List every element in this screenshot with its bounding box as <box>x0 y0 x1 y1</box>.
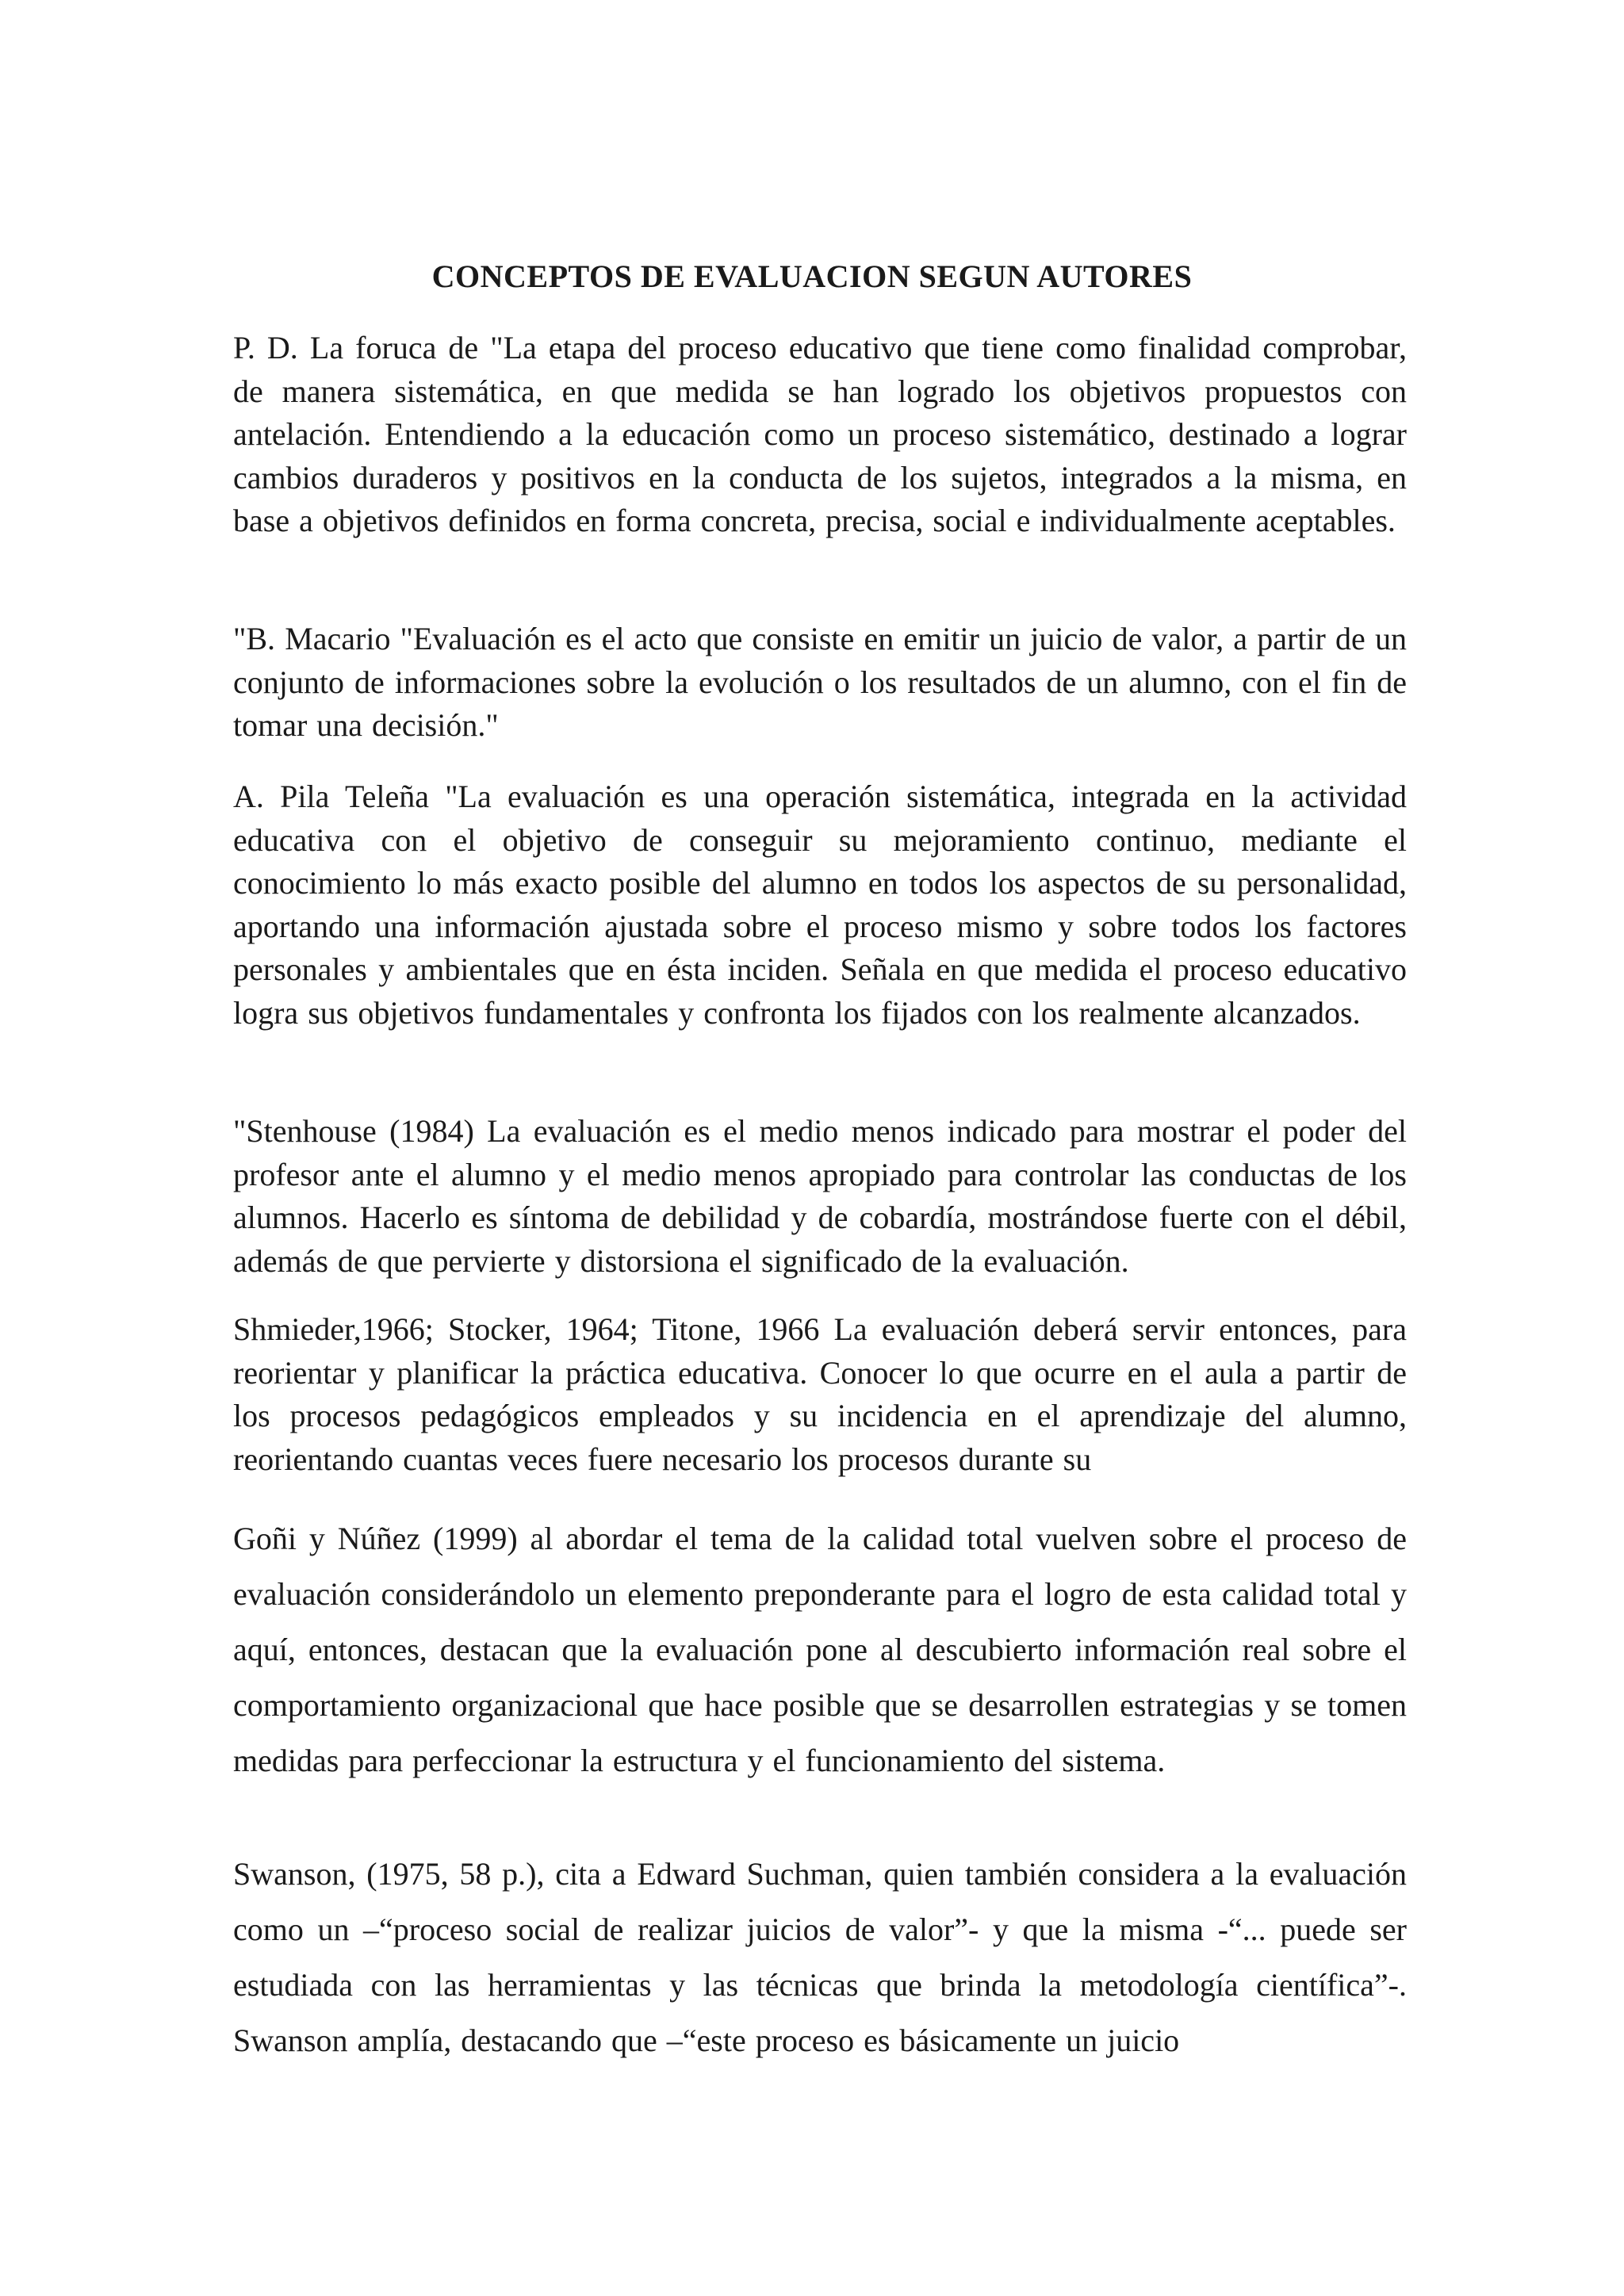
paragraph-stenhouse: "Stenhouse (1984) La evaluación es el medio menos indicado para mostrar el poder del profesor ante el alumno y el medio menos apropiado para controlar las conductas de los alumnos. Hacerlo es síntoma de debilidad y de cobardía, mostrándose fuerte con el débil, además de que pervierte y distorsiona el significado de la evaluación. <box>233 1113 1407 1279</box>
paragraph-goni-nunez: Goñi y Núñez (1999) al abordar el tema de la calidad total vuelven sobre el proceso de evaluación considerándolo un elemento preponderante para el logro de esta calidad total y aquí, entonces, destacan que la evaluación pone al descubierto información real sobre el comportamiento organizacional que hace posible que se desarrollen estrategias y se tomen medidas para perfeccionar la estructura y el funcionamiento del sistema. <box>233 1521 1407 1778</box>
paragraph-pd: P. D. La foruca de "La etapa del proceso educativo que tiene como finalidad comprobar, de manera sistemática, en que medida se han logrado los objetivos propuestos con antelación. Entendiendo a la educación como un proceso sistemático, destinado a lograr cambios duraderos y positivos en la conducta de los sujetos, integrados a la misma, en base a objetivos definidos en forma concreta, precisa, social e individualmente aceptables. <box>233 330 1407 538</box>
paragraph-macario: "B. Macario "Evaluación es el acto que consiste en emitir un juicio de valor, a partir de un conjunto de informaciones sobre la evolución o los resultados de un alumno, con el fin de tomar una decisión." <box>233 621 1407 743</box>
paragraph-pila-telena: A. Pila Teleña "La evaluación es una operación sistemática, integrada en la actividad educativa con el objetivo de conseguir su mejoramiento continuo, mediante el conocimiento lo más exacto posible del alumno en todos los aspectos de su personalidad, aportando una información ajustada sobre el proceso mismo y sobre todos los factores personales y ambientales que en ésta inciden. Señala en que medida el proceso educativo logra sus objetivos fundamentales y confronta los fijados con los realmente alcanzados. <box>233 779 1407 1031</box>
paragraph-swanson: Swanson, (1975, 58 p.), cita a Edward Suchman, quien también considera a la evaluación como un –“proceso social de realizar juicios de valor”- y que la misma -“... puede ser estudiada con las herramientas y las técnicas que brinda la metodología científica”-. Swanson amplía, destacando que –“este proceso es básicamente un juicio <box>233 1856 1407 2058</box>
document-title: CONCEPTOS DE EVALUACION SEGUN AUTORES <box>431 258 1193 294</box>
paragraph-shmieder: Shmieder,1966; Stocker, 1964; Titone, 1966 La evaluación deberá servir entonces, para reorientar y planificar la práctica educativa. Conocer lo que ocurre en el aula a partir de los procesos pedagógicos empleados y su incidencia en el aprendizaje del alumno, reorientando cuantas veces fuere necesario los procesos durante su <box>233 1311 1407 1477</box>
